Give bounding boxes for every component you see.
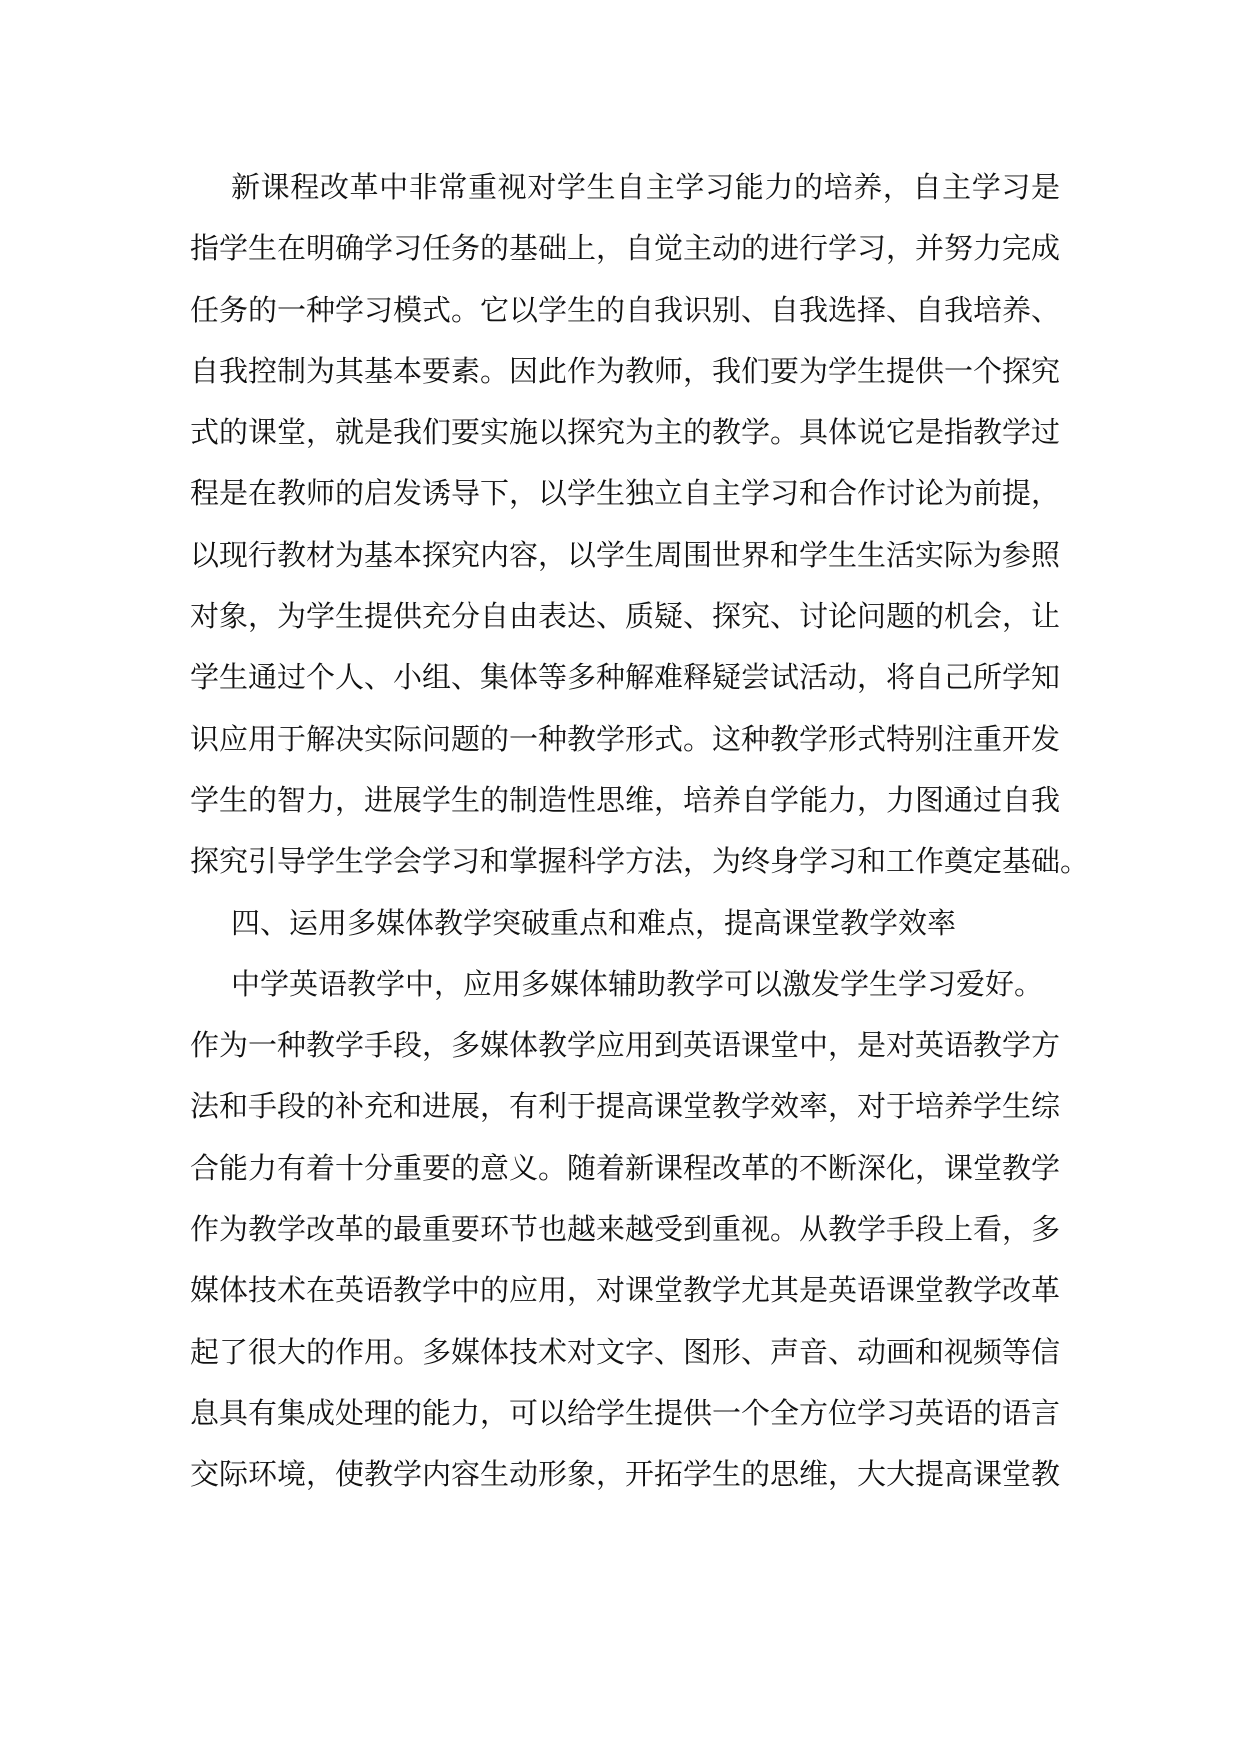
paragraph-line: 作为教学改革的最重要环节也越来越受到重视。从教学手段上看，多	[190, 1212, 1061, 1247]
paragraph-line: 媒体技术在英语教学中的应用，对课堂教学尤其是英语课堂教学改革	[190, 1273, 1061, 1308]
paragraph-line: 合能力有着十分重要的意义。随着新课程改革的不断深化，课堂教学	[190, 1150, 1061, 1185]
paragraph-line: 探究引导学生学会学习和掌握科学方法，为终身学习和工作奠定基础。	[190, 844, 1090, 879]
paragraph-line: 识应用于解决实际问题的一种教学形式。这种教学形式特别注重开发	[190, 721, 1061, 756]
paragraph-line: 程是在教师的启发诱导下，以学生独立自主学习和合作讨论为前提，	[190, 476, 1061, 511]
paragraph-line: 以现行教材为基本探究内容，以学生周围世界和学生生活实际为参照	[190, 537, 1061, 572]
section-heading: 四、运用多媒体教学突破重点和难点，提高课堂教学效率	[231, 905, 957, 940]
paragraph-line: 息具有集成处理的能力，可以给学生提供一个全方位学习英语的语言	[190, 1395, 1061, 1430]
paragraph-line: 式的课堂，就是我们要实施以探究为主的教学。具体说它是指教学过	[190, 415, 1061, 450]
paragraph-line: 中学英语教学中，应用多媒体辅助教学可以激发学生学习爱好。	[231, 966, 1044, 1001]
paragraph-line: 作为一种教学手段，多媒体教学应用到英语课堂中，是对英语教学方	[190, 1028, 1061, 1063]
body-text	[190, 157, 1090, 1506]
paragraph-line: 任务的一种学习模式。它以学生的自我识别、自我选择、自我培养、	[190, 292, 1061, 327]
paragraph-line: 学生通过个人、小组、集体等多种解难释疑尝试活动，将自己所学知	[190, 660, 1061, 695]
paragraph-line: 指学生在明确学习任务的基础上，自觉主动的进行学习，并努力完成	[190, 231, 1061, 266]
paragraph-line: 自我控制为其基本要素。因此作为教师，我们要为学生提供一个探究	[190, 353, 1061, 388]
paragraph-line: 起了很大的作用。多媒体技术对文字、图形、声音、动画和视频等信	[190, 1334, 1061, 1369]
paragraph-line: 交际环境，使教学内容生动形象，开拓学生的思维，大大提高课堂教	[190, 1457, 1061, 1492]
paragraph-line: 对象，为学生提供充分自由表达、质疑、探究、讨论问题的机会，让	[190, 599, 1061, 634]
paragraph-line: 新课程改革中非常重视对学生自主学习能力的培养，自主学习是	[231, 170, 1060, 204]
paragraph-line: 法和手段的补充和进展，有利于提高课堂教学效率，对于培养学生综	[190, 1089, 1061, 1124]
paragraph-line: 学生的智力，进展学生的制造性思维，培养自学能力，力图通过自我	[190, 782, 1061, 817]
